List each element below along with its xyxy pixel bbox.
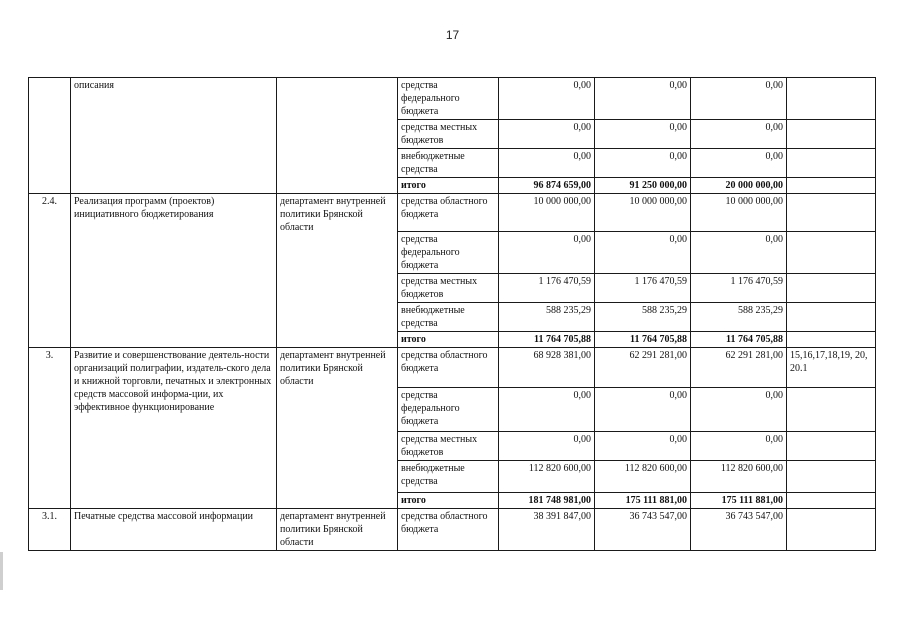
- funding-source-cell: итого: [398, 332, 499, 348]
- amount-cell-year-2: 91 250 000,00: [595, 178, 691, 194]
- amount-cell-year-3: 0,00: [691, 149, 787, 178]
- amount-cell-year-1: 38 391 847,00: [499, 509, 595, 551]
- page-number: 17: [445, 28, 460, 42]
- indicator-cell: [787, 388, 876, 432]
- amount-cell-year-1: 10 000 000,00: [499, 194, 595, 232]
- amount-cell-year-1: 181 748 981,00: [499, 493, 595, 509]
- indicator-cell: [787, 274, 876, 303]
- executor-cell: департамент внутренней политики Брянской области: [277, 509, 398, 551]
- table-row: [29, 194, 876, 232]
- amount-cell-year-3: 62 291 281,00: [691, 348, 787, 388]
- measure-name-cell: Развитие и совершенствование деятель-ности организаций полиграфии, издатель-ского дела и книжной торговли, печатных и электронных средств массовой информа-ции, их эффективное функционирование: [71, 348, 277, 509]
- funding-source-cell: средства федерального бюджета: [398, 78, 499, 120]
- indicator-cell: [787, 432, 876, 461]
- amount-cell-year-1: 0,00: [499, 432, 595, 461]
- amount-cell-year-3: 0,00: [691, 78, 787, 120]
- amount-cell-year-3: 0,00: [691, 232, 787, 274]
- funding-source-cell: средства областного бюджета: [398, 348, 499, 388]
- amount-cell-year-2: 0,00: [595, 232, 691, 274]
- amount-cell-year-3: 36 743 547,00: [691, 509, 787, 551]
- indicator-cell: [787, 461, 876, 493]
- measure-name-cell: Печатные средства массовой информации: [71, 509, 277, 551]
- executor-cell: департамент внутренней политики Брянской области: [277, 348, 398, 509]
- amount-cell-year-2: 175 111 881,00: [595, 493, 691, 509]
- amount-cell-year-1: 68 928 381,00: [499, 348, 595, 388]
- amount-cell-year-1: 0,00: [499, 232, 595, 274]
- amount-cell-year-3: 0,00: [691, 388, 787, 432]
- amount-cell-year-3: 588 235,29: [691, 303, 787, 332]
- measure-name-cell: описания: [71, 78, 277, 194]
- executor-cell: департамент внутренней политики Брянской области: [277, 194, 398, 348]
- row-number-cell: [29, 78, 71, 194]
- amount-cell-year-3: 11 764 705,88: [691, 332, 787, 348]
- amount-cell-year-3: 0,00: [691, 432, 787, 461]
- amount-cell-year-3: 0,00: [691, 120, 787, 149]
- amount-cell-year-2: 36 743 547,00: [595, 509, 691, 551]
- table-row: [29, 348, 876, 388]
- indicator-cell: [787, 509, 876, 551]
- indicator-cell: [787, 232, 876, 274]
- funding-source-cell: итого: [398, 493, 499, 509]
- funding-source-cell: средства федерального бюджета: [398, 232, 499, 274]
- indicator-cell: [787, 78, 876, 120]
- indicator-cell: [787, 120, 876, 149]
- funding-source-cell: внебюджетные средства: [398, 461, 499, 493]
- amount-cell-year-1: 0,00: [499, 388, 595, 432]
- amount-cell-year-1: 11 764 705,88: [499, 332, 595, 348]
- amount-cell-year-1: 1 176 470,59: [499, 274, 595, 303]
- amount-cell-year-2: 0,00: [595, 78, 691, 120]
- indicator-cell: 15,16,17,18,19, 20, 20.1: [787, 348, 876, 388]
- amount-cell-year-1: 96 874 659,00: [499, 178, 595, 194]
- amount-cell-year-2: 0,00: [595, 388, 691, 432]
- amount-cell-year-2: 0,00: [595, 432, 691, 461]
- funding-source-cell: средства местных бюджетов: [398, 120, 499, 149]
- funding-table: [28, 77, 876, 551]
- executor-cell: [277, 78, 398, 194]
- indicator-cell: [787, 149, 876, 178]
- amount-cell-year-2: 112 820 600,00: [595, 461, 691, 493]
- amount-cell-year-2: 0,00: [595, 120, 691, 149]
- scan-edge-mark: [0, 552, 3, 590]
- amount-cell-year-3: 1 176 470,59: [691, 274, 787, 303]
- funding-source-cell: внебюджетные средства: [398, 303, 499, 332]
- funding-source-cell: средства областного бюджета: [398, 194, 499, 232]
- amount-cell-year-1: 112 820 600,00: [499, 461, 595, 493]
- table-row: [29, 509, 876, 551]
- funding-source-cell: средства областного бюджета: [398, 509, 499, 551]
- indicator-cell: [787, 332, 876, 348]
- amount-cell-year-2: 62 291 281,00: [595, 348, 691, 388]
- amount-cell-year-2: 11 764 705,88: [595, 332, 691, 348]
- amount-cell-year-3: 175 111 881,00: [691, 493, 787, 509]
- funding-source-cell: средства местных бюджетов: [398, 432, 499, 461]
- row-number-cell: 3.: [29, 348, 71, 509]
- table-body: [29, 78, 876, 551]
- amount-cell-year-3: 10 000 000,00: [691, 194, 787, 232]
- amount-cell-year-1: 0,00: [499, 120, 595, 149]
- indicator-cell: [787, 493, 876, 509]
- amount-cell-year-2: 0,00: [595, 149, 691, 178]
- amount-cell-year-2: 588 235,29: [595, 303, 691, 332]
- indicator-cell: [787, 303, 876, 332]
- amount-cell-year-3: 20 000 000,00: [691, 178, 787, 194]
- measure-name-cell: Реализация программ (проектов) инициативного бюджетирования: [71, 194, 277, 348]
- amount-cell-year-1: 0,00: [499, 78, 595, 120]
- funding-source-cell: итого: [398, 178, 499, 194]
- funding-source-cell: внебюджетные средства: [398, 149, 499, 178]
- indicator-cell: [787, 194, 876, 232]
- funding-source-cell: средства федерального бюджета: [398, 388, 499, 432]
- amount-cell-year-1: 588 235,29: [499, 303, 595, 332]
- row-number-cell: 3.1.: [29, 509, 71, 551]
- amount-cell-year-1: 0,00: [499, 149, 595, 178]
- amount-cell-year-3: 112 820 600,00: [691, 461, 787, 493]
- table-row: [29, 78, 876, 120]
- funding-source-cell: средства местных бюджетов: [398, 274, 499, 303]
- amount-cell-year-2: 1 176 470,59: [595, 274, 691, 303]
- amount-cell-year-2: 10 000 000,00: [595, 194, 691, 232]
- indicator-cell: [787, 178, 876, 194]
- row-number-cell: 2.4.: [29, 194, 71, 348]
